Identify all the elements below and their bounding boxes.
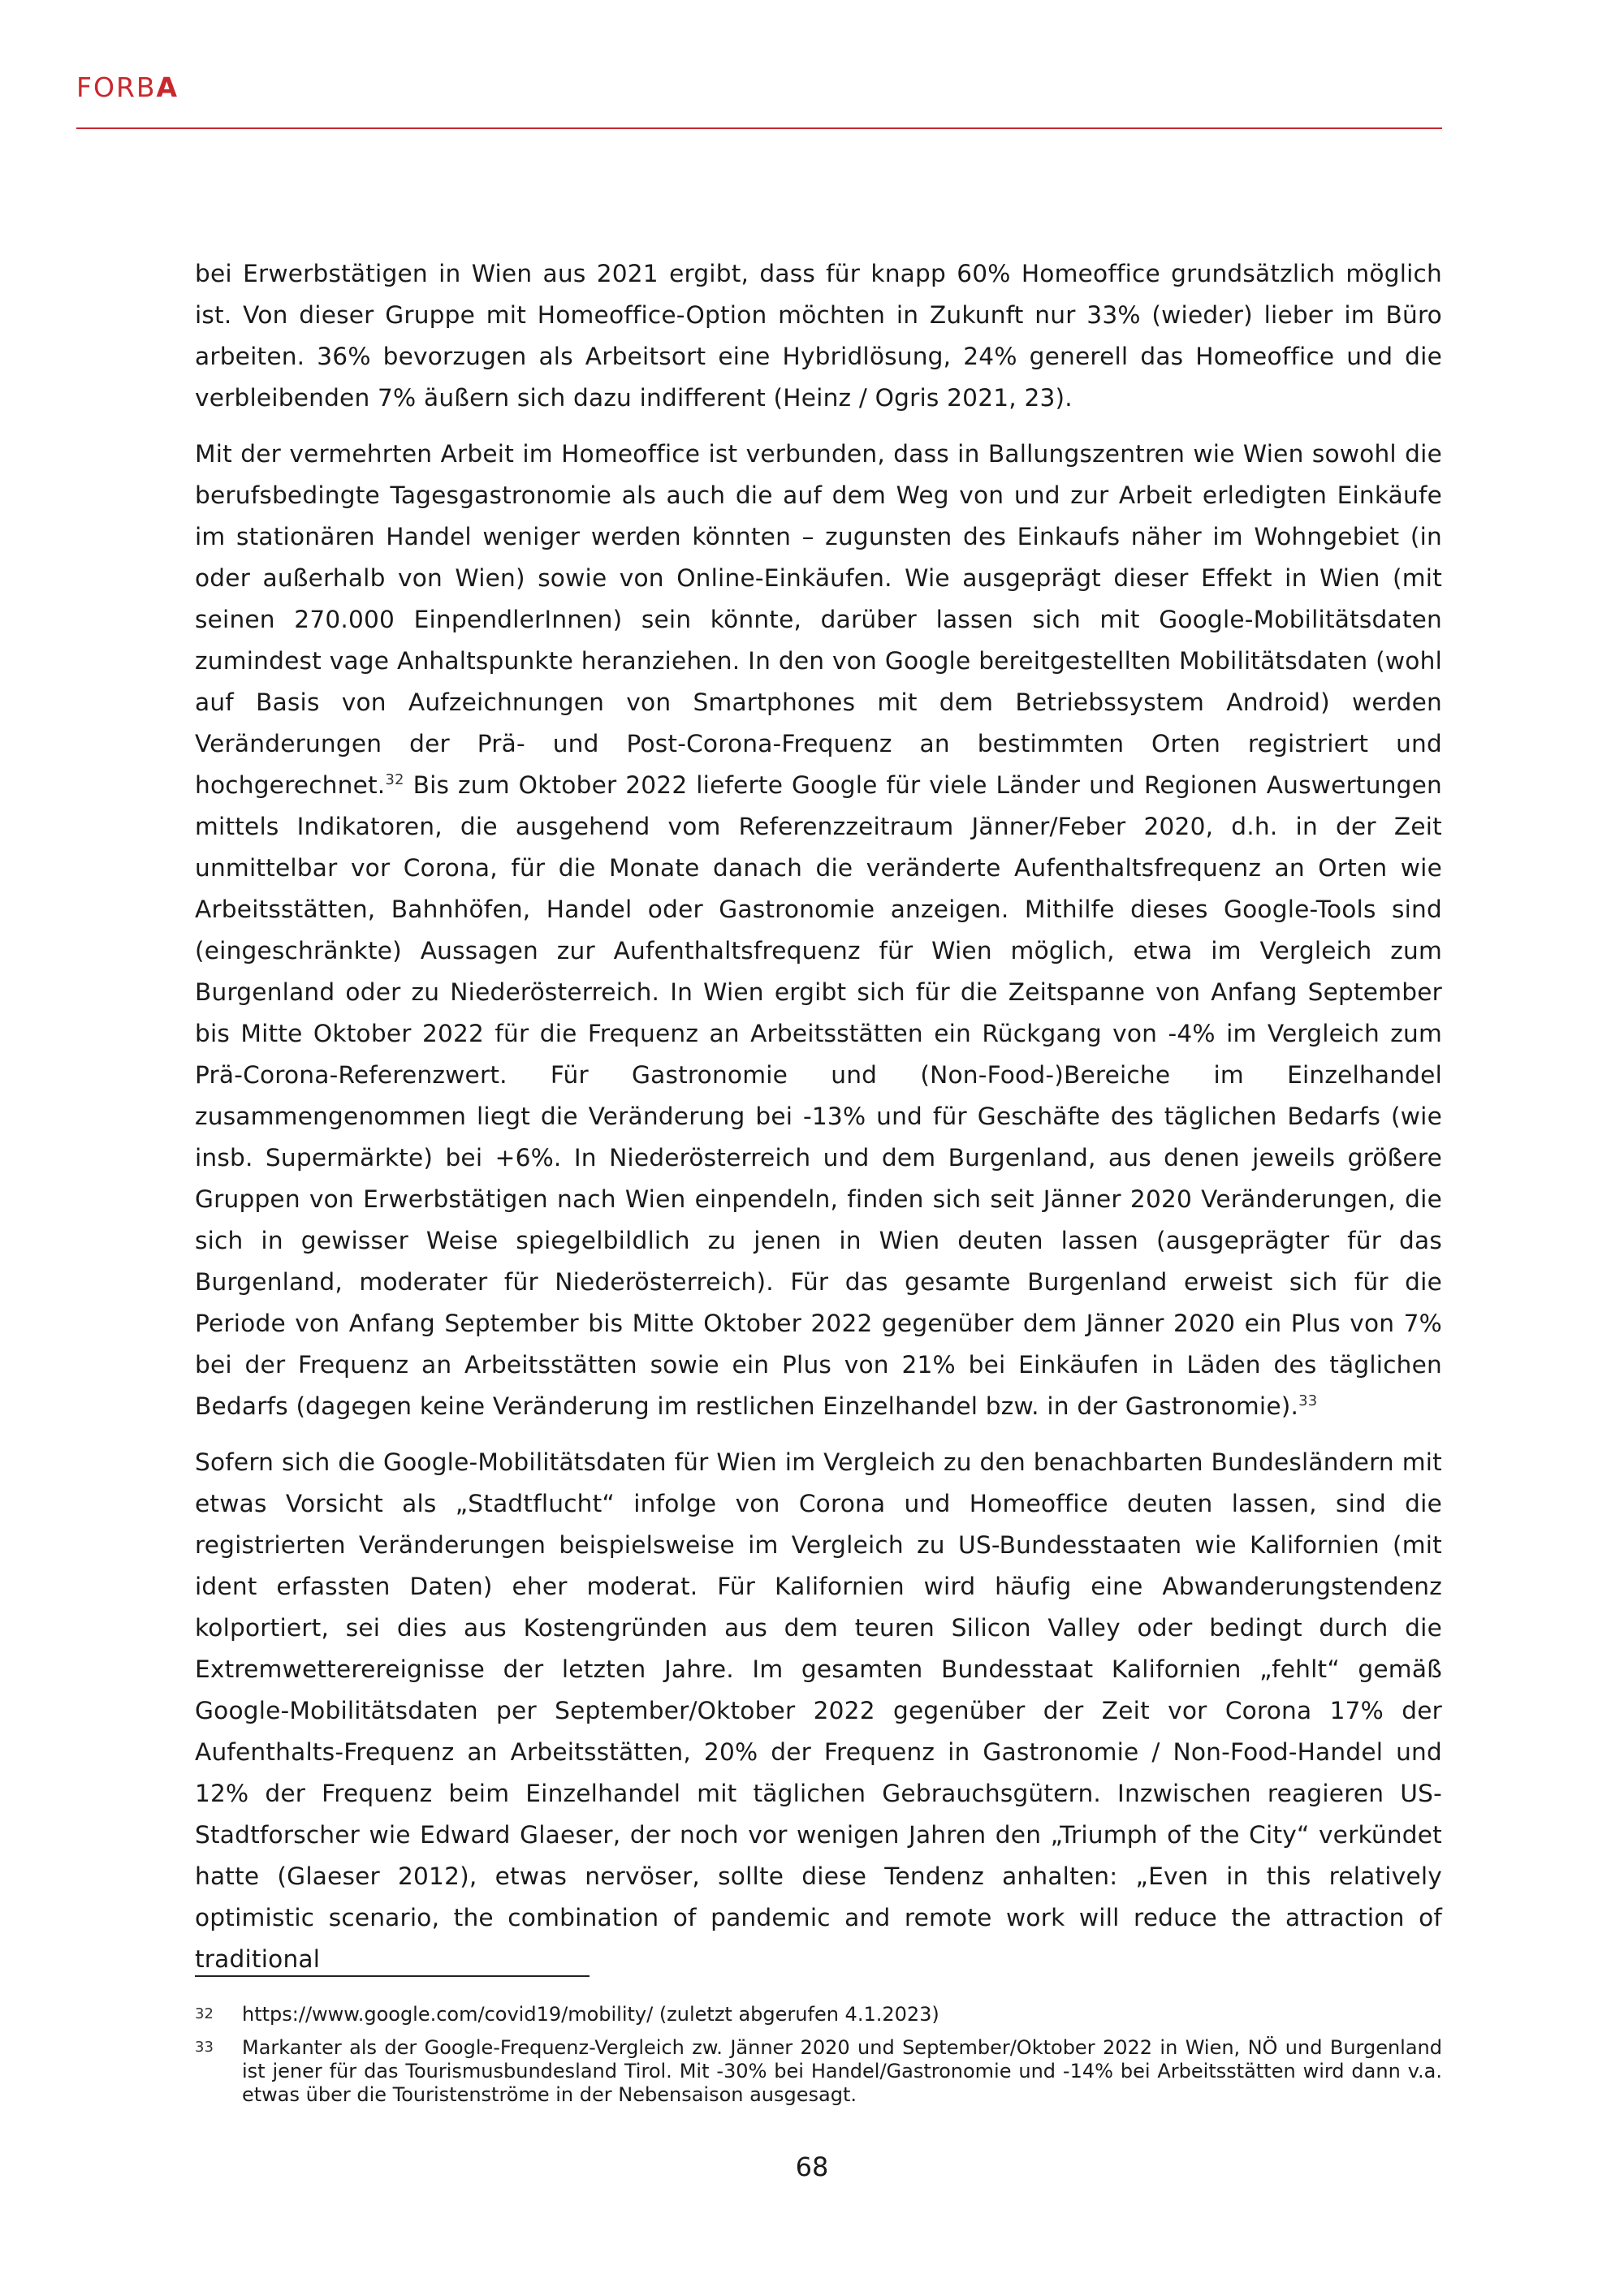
footnote-number: 32 [195, 2005, 214, 2022]
footnotes [195, 2003, 1442, 2117]
header-rule [76, 127, 1442, 129]
footnote-number: 33 [195, 2039, 214, 2056]
paragraph: Sofern sich die Google-Mobilitätsdaten für Wien im Vergleich zu den benachbarten Bundesländern mit etwas Vorsicht als „Stadtflucht“ infolge von Corona und Homeoffice deuten lassen, sind die registrierten Veränderungen beispielsweise im Vergleich zu US-Bundesstaaten wie Kalifornien (mit ident erfassten Daten) eher moderat. Für Kalifornien wird häufig eine Abwanderungstendenz kolportiert, sei dies aus Kostengründen aus dem teuren Silicon Valley oder bedingt durch die Extremwetterereignisse der letzten Jahre. Im gesamten Bundesstaat Kalifornien „fehlt“ gemäß Google-Mobilitätsdaten per September/Oktober 2022 gegenüber der Zeit vor Corona 17% der Aufenthalts-Frequenz an Arbeitsstätten, 20% der Frequenz in Gastronomie / Non-Food-Handel und 12% der Frequenz beim Einzelhandel mit täglichen Gebrauchsgütern. Inzwischen reagieren US-Stadtforscher wie Edward Glaeser, der noch vor wenigen Jahren den „Triumph of the City“ verkündet hatte (Glaeser 2012), etwas nervöser, sollte diese Tendenz anhalten: „Even in this relatively optimistic scenario, the combination of pandemic and remote work will reduce the attraction of traditional [195, 1448, 1442, 1973]
main-text [195, 253, 1442, 1995]
footnote-ref: 32 [385, 771, 404, 789]
footnote [195, 2036, 1442, 2107]
forba-logo [76, 71, 179, 103]
footnote-divider [195, 1975, 590, 1977]
footnote-ref: 33 [1298, 1392, 1318, 1410]
page-number: 68 [795, 2151, 829, 2182]
paragraph-text: Bis zum Oktober 2022 lieferte Google für viele Länder und Regionen Auswertungen mittels Indikatoren, die ausgehend vom Referenzzeitraum Jänner/Feber 2020, d.h. in der Zeit unmittelbar vor Corona, für die Monate danach die veränderte Aufenthaltsfrequenz an Orten wie Arbeitsstätten, Bahnhöfen, Handel oder Gastronomie anzeigen. Mithilfe dieses Google-Tools sind (eingeschränkte) Aussagen zur Aufenthaltsfrequenz für Wien möglich, etwa im Vergleich zum Burgenland oder zu Niederösterreich. In Wien ergibt sich für die Zeitspanne von Anfang September bis Mitte Oktober 2022 für die Frequenz an Arbeitsstätten ein Rückgang von -4% im Vergleich zum Prä-Corona-Referenzwert. Für Gastronomie und (Non-Food-)Bereiche im Einzelhandel zusammengenommen liegt die Veränderung bei -13% und für Geschäfte des täglichen Bedarfs (wie insb. Supermärkte) bei +6%. In Niederösterreich und dem Burgenland, aus denen jeweils größere Gruppen von Erwerbstätigen nach Wien einpendeln, finden sich seit Jänner 2020 Veränderungen, die sich in gewisser Weise spiegelbildlich zu jenen in Wien deuten lassen (ausgeprägter für das Burgenland, moderater für Niederösterreich). Für das gesamte Burgenland erweist sich für die Periode von Anfang September bis Mitte Oktober 2022 gegenüber dem Jänner 2020 ein Plus von 7% bei der Frequenz an Arbeitsstätten sowie ein Plus von 21% bei Einkäufen in Läden des täglichen Bedarfs (dagegen keine Veränderung im restlichen Einzelhandel bzw. in der Gastronomie). [195, 771, 1442, 1420]
paragraph-text: Mit der vermehrten Arbeit im Homeoffice ist verbunden, dass in Ballungszentren wie Wien sowohl die berufsbedingte Tagesgastronomie als auch die auf dem Weg von und zur Arbeit erledigten Einkäufe im stationären Handel weniger werden könnten – zugunsten des Einkaufs näher im Wohngebiet (in oder außerhalb von Wien) sowie von Online-Einkäufen. Wie ausgeprägt dieser Effekt in Wien (mit seinen 270.000 EinpendlerInnen) sein könnte, darüber lassen sich mit Google-Mobilitätsdaten zumindest vage Anhaltspunkte heranziehen. In den von Google bereitgestellten Mobilitätsdaten (wohl auf Basis von Aufzeichnungen von Smartphones mit dem Betriebssystem Android) werden Veränderungen der Prä- und Post-Corona-Frequenz an bestimmten Orten registriert und hochgerechnet. [195, 440, 1442, 799]
footnote-text: Markanter als der Google-Frequenz-Vergleich zw. Jänner 2020 und September/Oktober 2022 in Wien, NÖ und Burgenland ist jener für das Tourismusbundesland Tirol. Mit -30% bei Handel/Gastronomie und -14% bei Arbeitsstätten wird dann v.a. etwas über die Touristenströme in der Nebensaison ausgesagt. [242, 2036, 1442, 2106]
paragraph: bei Erwerbstätigen in Wien aus 2021 ergibt, dass für knapp 60% Homeoffice grundsätzlich möglich ist. Von dieser Gruppe mit Homeoffice-Option möchten in Zukunft nur 33% (wieder) lieber im Büro arbeiten. 36% bevorzugen als Arbeitsort eine Hybridlösung, 24% generell das Homeoffice und die verbleibenden 7% äußern sich dazu indifferent (Heinz / Ogris 2021, 23). [195, 260, 1442, 412]
paragraph [195, 434, 1442, 1427]
footnote [195, 2003, 1442, 2026]
footnote-text: https://www.google.com/covid19/mobility/ (zuletzt abgerufen 4.1.2023) [242, 2003, 939, 2026]
logo-accent: A [156, 71, 179, 103]
logo-text: FORB [76, 71, 157, 103]
